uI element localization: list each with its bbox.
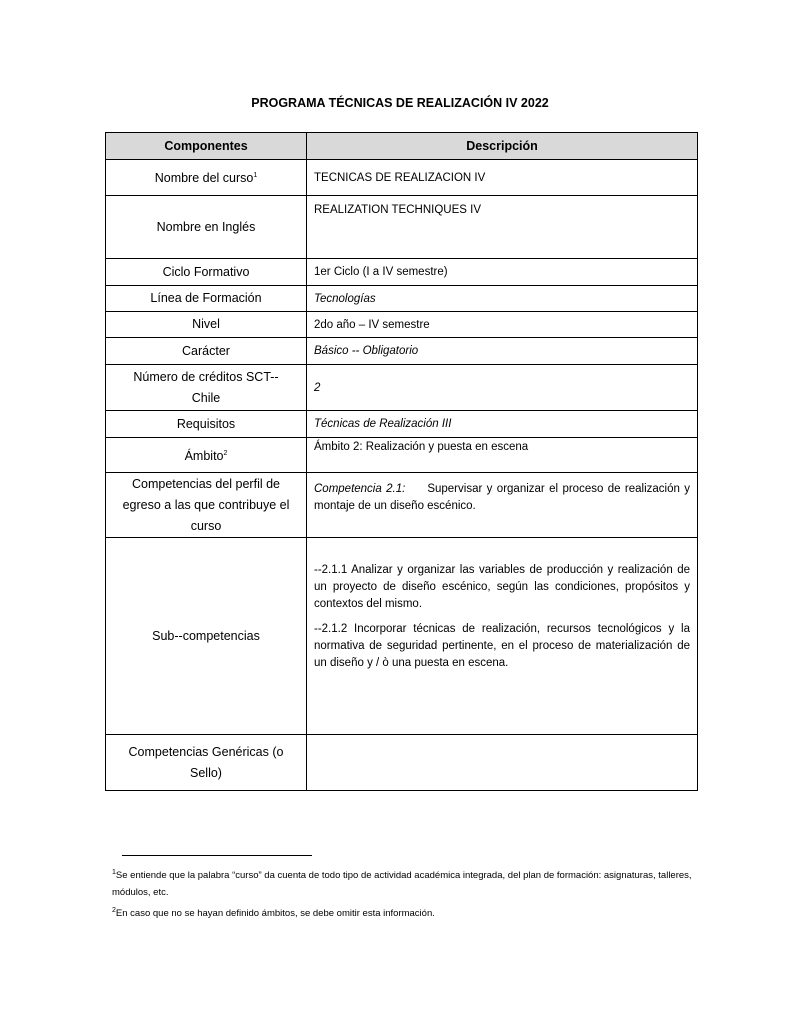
sub-competencia: --2.1.2 Incorporar técnicas de realización, recursos tecnológicos y la normativa de seguridad pertinente, en el proceso de materialización de un diseño y / ò una puesta en escena. — [314, 623, 690, 669]
table-row — [106, 411, 698, 438]
row-label: Requisitos — [106, 411, 307, 438]
table-row — [106, 312, 698, 338]
table-row — [106, 259, 698, 286]
table-row — [106, 473, 698, 538]
row-label: Sub--competencias — [106, 538, 307, 735]
row-label: Ciclo Formativo — [106, 259, 307, 286]
row-label: Nombre del curso$^1$ — [106, 160, 307, 196]
table-row — [106, 735, 698, 791]
table-row — [106, 196, 698, 259]
row-label: Nivel — [106, 312, 307, 338]
table-row — [106, 338, 698, 365]
table-row — [106, 286, 698, 312]
table-row — [106, 438, 698, 473]
page-title: PROGRAMA TÉCNICAS DE REALIZACIÓN IV 2022 — [251, 96, 549, 110]
row-label: Ámbito$^2$ — [106, 438, 307, 473]
row-value — [307, 735, 698, 791]
row-value: 2do año – IV semestre — [307, 312, 698, 338]
header-descripcion: Descripción — [307, 133, 698, 160]
row-label: Competencias del perfil de egreso a las que contribuye el curso — [106, 473, 307, 538]
row-label: Línea de Formación — [106, 286, 307, 312]
row-label: Número de créditos SCT--Chile — [106, 365, 307, 411]
table-row — [106, 538, 698, 735]
table-header — [106, 133, 698, 160]
row-value: REALIZATION TECHNIQUES IV — [307, 196, 698, 259]
footnote-2: $^2$En caso que no se hayan definido ámbitos, se debe omitir esta información. — [112, 907, 435, 920]
table-row — [106, 365, 698, 411]
row-value: 1er Ciclo (I a IV semestre) — [307, 259, 698, 286]
row-value: Técnicas de Realización III — [307, 411, 698, 438]
row-value — [307, 538, 698, 735]
footnote-1: $^1$Se entiende que la palabra “curso” da cuenta de todo tipo de actividad académica integrada, del plan de formación: asignaturas, talleres, módulos, etc. — [112, 869, 692, 899]
course-table — [105, 132, 698, 791]
row-label: Carácter — [106, 338, 307, 365]
row-value: Tecnologías — [307, 286, 698, 312]
row-value: Competencia 2.1: Supervisar y organizar el proceso de realización y montaje de un diseño escénico. — [307, 473, 698, 538]
sub-competencia: --2.1.1 Analizar y organizar las variables de producción y realización de un proyecto de diseño escénico, según las condiciones, propósitos y contextos del mismo. — [314, 564, 690, 610]
row-label: Nombre en Inglés — [106, 196, 307, 259]
row-label: Competencias Genéricas (o Sello) — [106, 735, 307, 791]
table-row — [106, 160, 698, 196]
row-value: 2 — [307, 365, 698, 411]
row-value: Básico -- Obligatorio — [307, 338, 698, 365]
footnote-divider — [122, 855, 312, 856]
row-value: TECNICAS DE REALIZACION IV — [307, 160, 698, 196]
header-componentes: Componentes — [106, 133, 307, 160]
row-value: Ámbito 2: Realización y puesta en escena — [307, 438, 698, 473]
